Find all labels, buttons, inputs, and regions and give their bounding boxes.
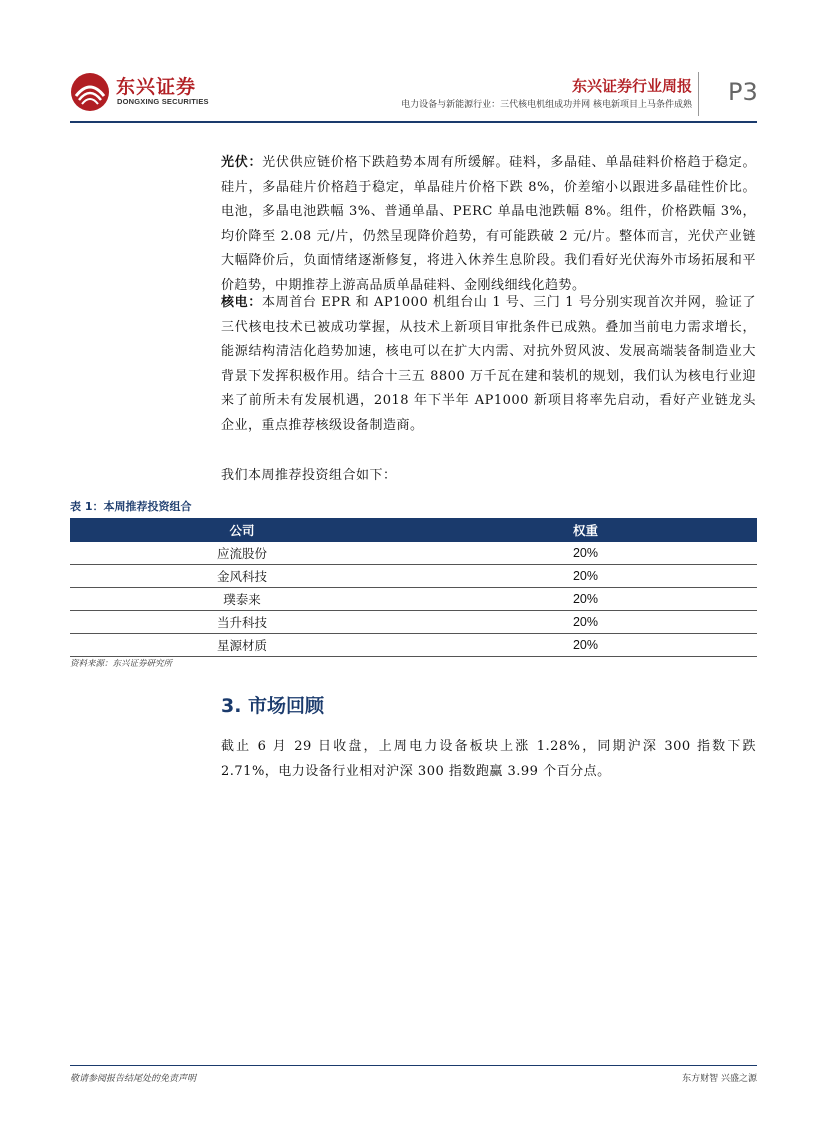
- company-cell: 星源材质: [70, 634, 414, 657]
- footer-disclaimer: 敬请参阅报告结尾处的免责声明: [70, 1074, 197, 1084]
- header-rule: [70, 121, 757, 123]
- table-header-row: [70, 518, 757, 542]
- footer-rule: [70, 1065, 757, 1066]
- paragraph-photovoltaic: [221, 151, 756, 298]
- paragraph-text: 光伏供应链价格下跌趋势本周有所缓解。硅料，多晶硅、单晶硅料价格趋于稳定。硅片，多晶硅片价格趋于稳定，单晶硅片价格下跌 8%，价差缩小以跟进多晶硅性价比。电池，多晶电池跌幅 3%、普通单晶、PERC 单晶电池跌幅 8%。组件，价格跌幅 3%，均价降至 2.08 元/片，仍然呈现降价趋势，有可能跌破 2 元/片。整体而言，光伏产业链大幅降价后，负面情绪逐渐修复，将进入休养生息阶段。我们看好光伏海外市场拓展和平价趋势，中期推荐上游高品质单晶硅料、金刚线细线化趋势。: [221, 155, 756, 293]
- table-row: [70, 542, 757, 565]
- page-number: P3: [728, 78, 758, 106]
- dongxing-logo-icon: [70, 72, 110, 112]
- weight-cell: 20%: [414, 542, 757, 565]
- paragraph-nuclear: [221, 291, 756, 438]
- company-cell: 璞泰来: [70, 588, 414, 611]
- weight-cell: 20%: [414, 588, 757, 611]
- weight-cell: 20%: [414, 634, 757, 657]
- section-heading: 3. 市场回顾: [221, 695, 325, 717]
- portfolio-intro: 我们本周推荐投资组合如下：: [221, 468, 397, 483]
- table-row: [70, 588, 757, 611]
- report-title: 东兴证券行业周报: [571, 77, 692, 95]
- table-row: [70, 611, 757, 634]
- weight-cell: 20%: [414, 565, 757, 588]
- portfolio-table: [70, 518, 757, 657]
- weight-cell: 20%: [414, 611, 757, 634]
- company-cell: 金风科技: [70, 565, 414, 588]
- paragraph-market-review: 截止 6 月 29 日收盘，上周电力设备板块上涨 1.28%，同期沪深 300 指数下跌 2.71%，电力设备行业相对沪深 300 指数跑赢 3.99 个百分点。: [221, 739, 756, 779]
- paragraph-lead: 核电：: [221, 295, 262, 310]
- company-cell: 当升科技: [70, 611, 414, 634]
- table-row: [70, 565, 757, 588]
- column-header-company: 公司: [70, 518, 414, 542]
- logo-cn-text: 东兴证券: [116, 76, 197, 98]
- company-logo: [70, 70, 210, 116]
- paragraph-text: 本周首台 EPR 和 AP1000 机组台山 1 号、三门 1 号分别实现首次并网，验证了三代核电技术已被成功掌握，从技术上新项目审批条件已成熟。叠加当前电力需求增长，能源结构清洁化趋势加速，核电可以在扩大内需、对抗外贸风波、发展高端装备制造业大背景下发挥积极作用。结合十三五 8800 万千瓦在建和装机的规划，我们认为核电行业迎来了前所未有发展机遇，2018 年下半年 AP1000 新项目将率先启动，看好产业链龙头企业，重点推荐核级设备制造商。: [221, 295, 756, 433]
- footer-slogan: 东方财智 兴盛之源: [682, 1074, 757, 1084]
- table-row: [70, 634, 757, 657]
- table-caption: 表 1：本周推荐投资组合: [70, 500, 192, 513]
- report-subtitle: 电力设备与新能源行业：三代核电机组成功并网 核电新项目上马条件成熟: [401, 100, 692, 110]
- company-cell: 应流股份: [70, 542, 414, 565]
- column-header-weight: 权重: [414, 518, 757, 542]
- logo-en-text: DONGXING SECURITIES: [117, 97, 209, 106]
- paragraph-lead: 光伏：: [221, 155, 263, 170]
- header-divider: [698, 72, 699, 116]
- table-source: 资料来源：东兴证券研究所: [70, 659, 173, 669]
